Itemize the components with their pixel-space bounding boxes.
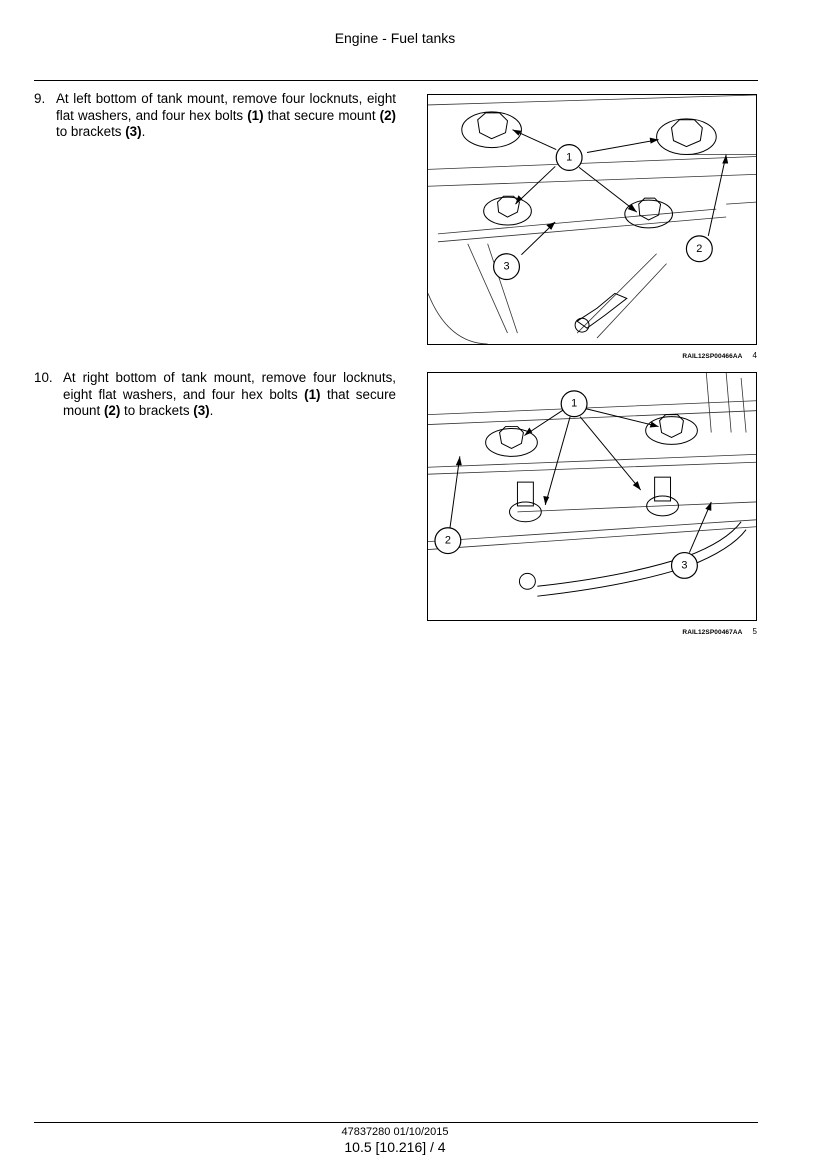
figure-number: 5 [752, 627, 757, 636]
step-text: At right bottom of tank mount, remove four locknuts, eight flat washers, and four hex bolts (1) that secure mount (2) to brackets (3). [63, 370, 397, 418]
step-9 [34, 91, 396, 141]
svg-text:3: 3 [681, 559, 688, 572]
callout-1 [561, 391, 587, 417]
document-id: 47837280 01/10/2015 [341, 1126, 449, 1138]
image-id: RAIL12SP00466AA [682, 353, 743, 360]
svg-text:3: 3 [503, 260, 510, 273]
figure-5-illustration [427, 372, 757, 621]
figure-4-illustration [427, 94, 757, 345]
page-reference: 10.5 [10.216] / 4 [344, 1139, 446, 1155]
svg-text:2: 2 [444, 534, 451, 547]
step-number: 10. [34, 370, 53, 385]
figure-5-caption [682, 627, 757, 636]
step-10 [34, 370, 396, 420]
callout-3 [672, 553, 698, 579]
step-number: 9. [34, 91, 46, 106]
svg-text:1: 1 [571, 397, 578, 410]
footer-rule [34, 1122, 758, 1123]
callout-2 [686, 236, 712, 262]
page-title: Engine - Fuel tanks [334, 30, 456, 46]
figure-number: 4 [752, 351, 757, 360]
image-id: RAIL12SP00467AA [682, 629, 743, 636]
header-rule [34, 80, 758, 81]
figure-4-caption [682, 351, 757, 360]
svg-text:2: 2 [696, 242, 703, 255]
svg-text:1: 1 [566, 151, 573, 164]
callout-1 [556, 145, 582, 171]
callout-3 [494, 254, 520, 280]
callout-2 [435, 528, 461, 554]
step-text: At left bottom of tank mount, remove four locknuts, eight flat washers, and four hex bolts (1) that secure mount (2) to brackets (3). [56, 91, 397, 139]
